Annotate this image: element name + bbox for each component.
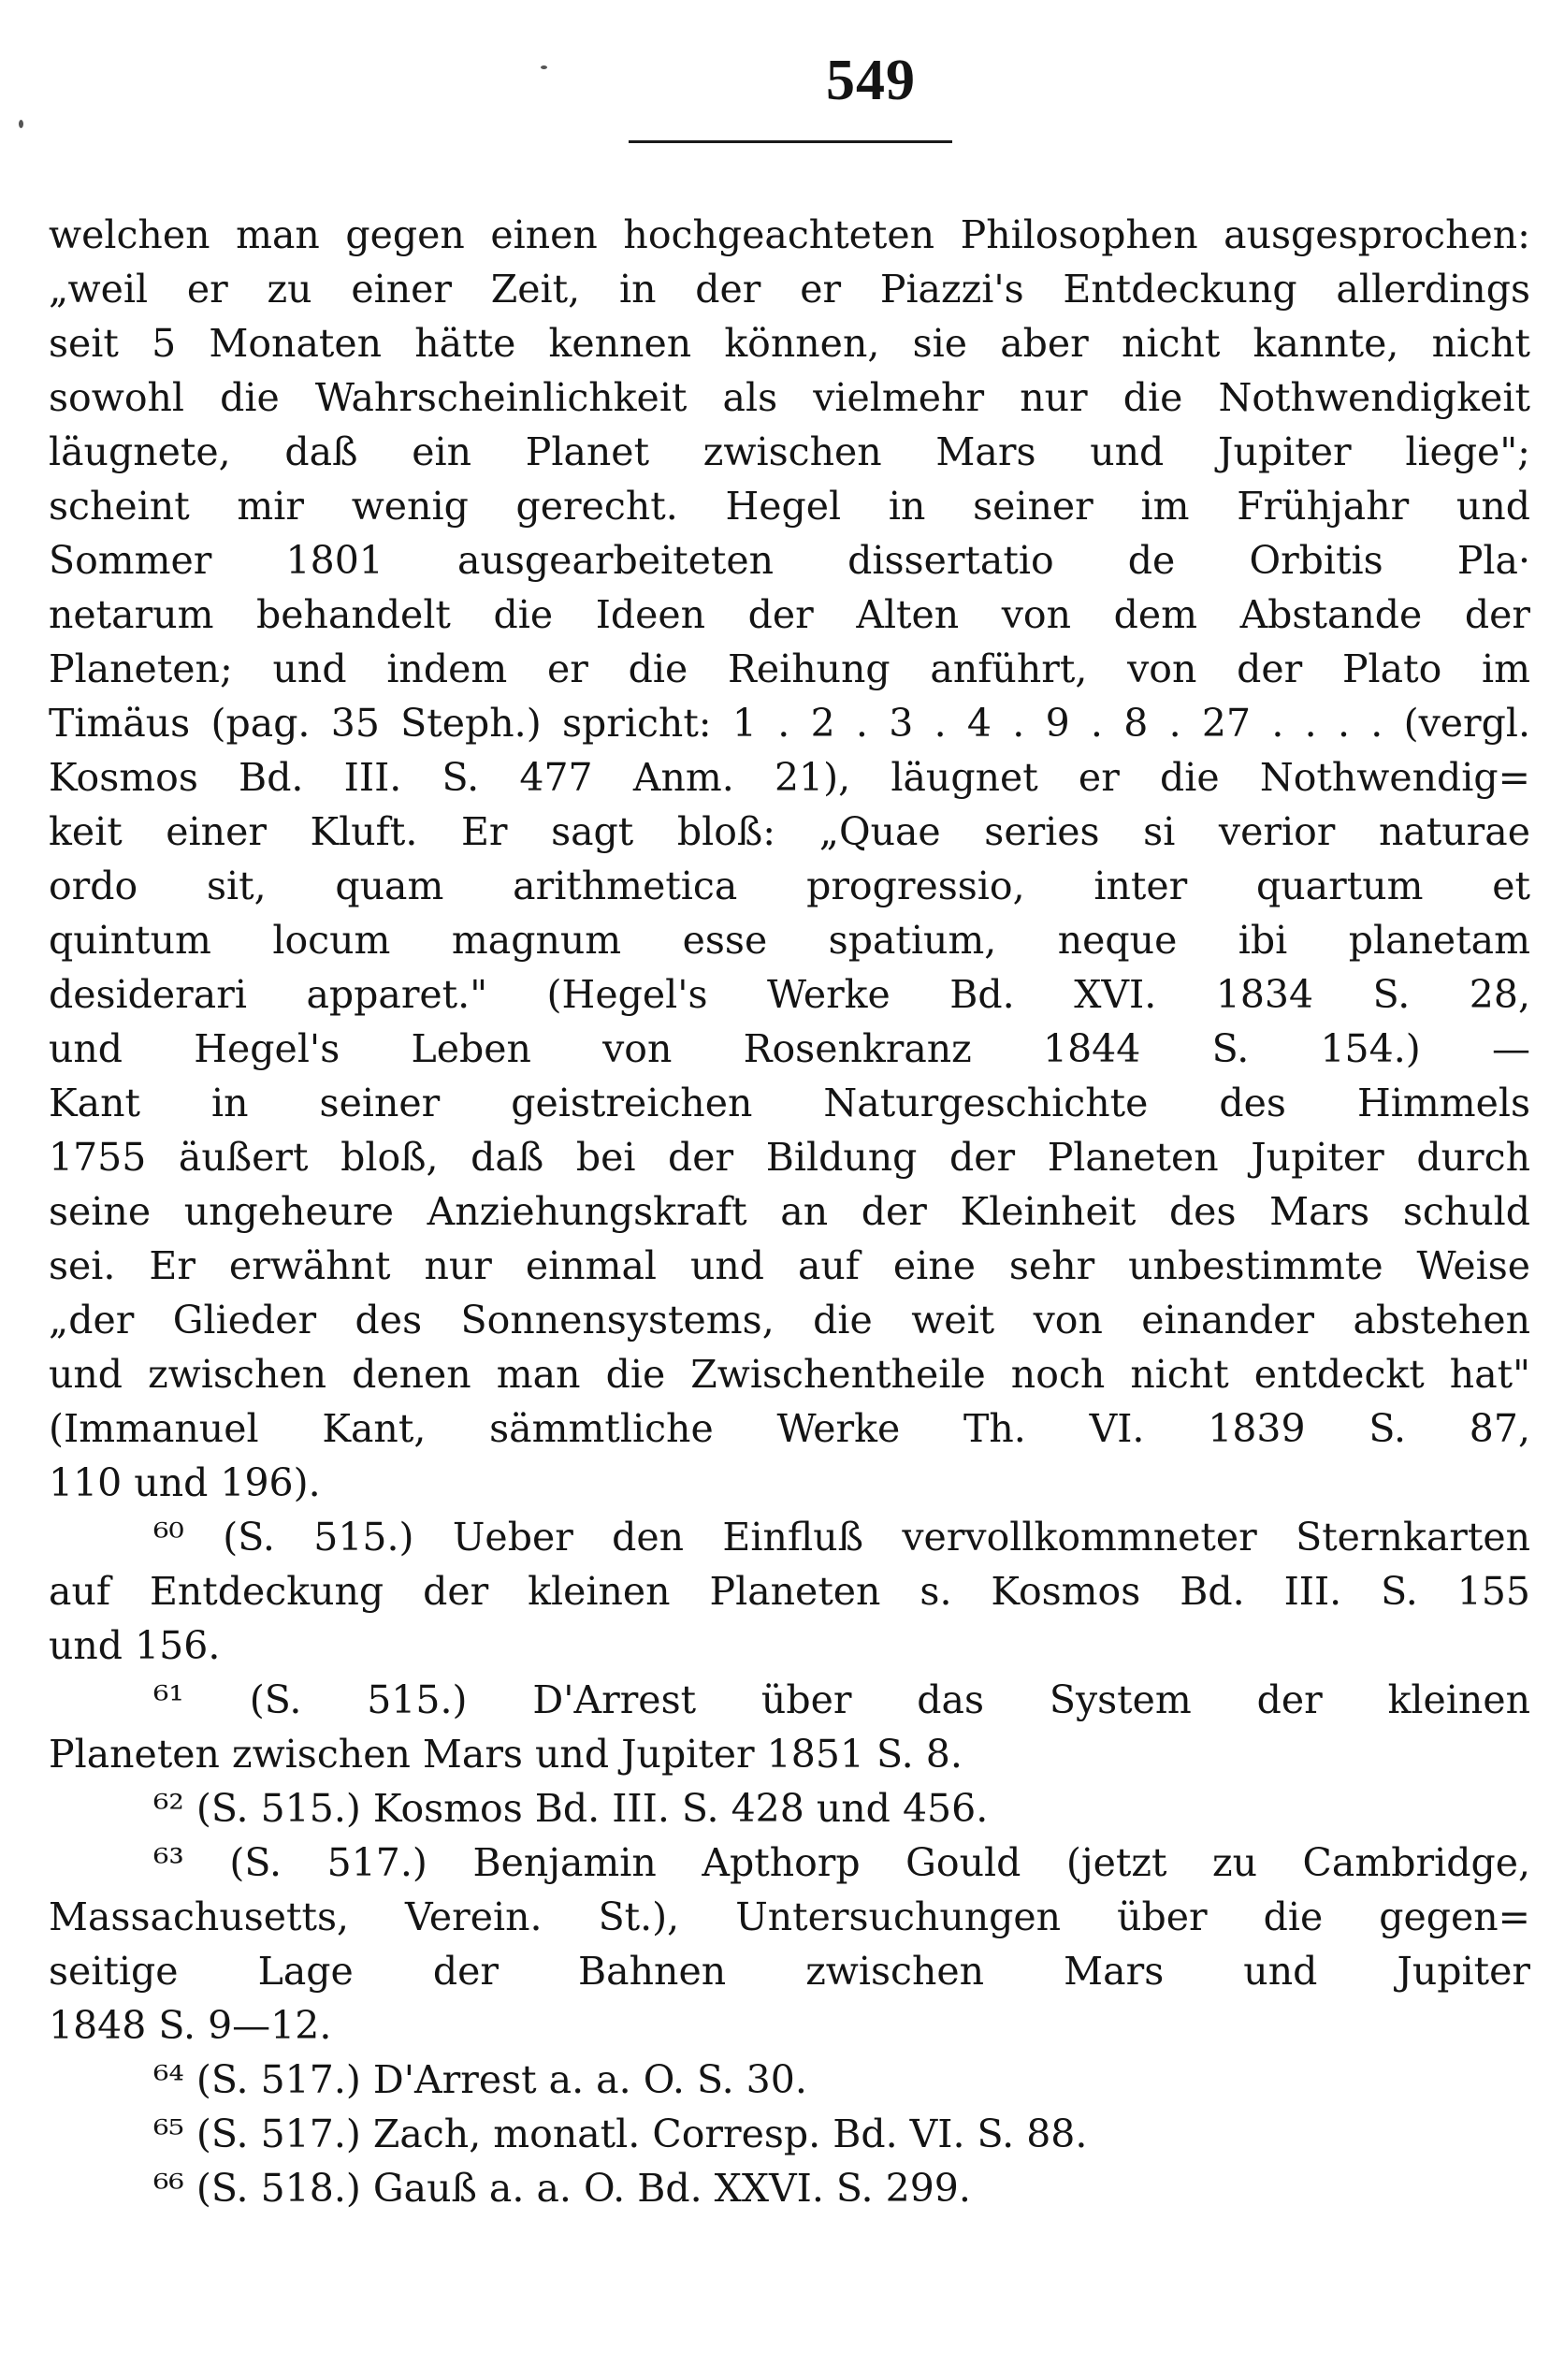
footnote-65-line: ⁶⁵ (S. 517.) Zach, monatl. Corresp. Bd. VI. S. 88. bbox=[153, 2112, 1088, 2156]
text-line: „weil er zu einer Zeit, in der er Piazzi's Entdeckung allerdings bbox=[49, 267, 1530, 312]
text-line: und Hegel's Leben von Rosenkranz 1844 S. 154.) — bbox=[49, 1026, 1530, 1071]
footnote-62-line: ⁶² (S. 515.) Kosmos Bd. III. S. 428 und 456. bbox=[153, 1786, 989, 1831]
text-line: und zwischen denen man die Zwischentheile noch nicht entdeckt hat" bbox=[49, 1352, 1530, 1397]
footnote-64-line: ⁶⁴ (S. 517.) D'Arrest a. a. O. S. 30. bbox=[153, 2057, 807, 2102]
text-line: Timäus (pag. 35 Steph.) spricht: 1 . 2 . 3 . 4 . 9 . 8 . 27 . . . . (vergl. bbox=[49, 701, 1530, 746]
text-line: „der Glieder des Sonnensystems, die weit von einander abstehen bbox=[49, 1298, 1530, 1342]
text-line: sowohl die Wahrscheinlichkeit als vielmehr nur die Nothwendigkeit bbox=[49, 375, 1530, 420]
header-rule bbox=[629, 140, 952, 143]
footnote-61-line: Planeten zwischen Mars und Jupiter 1851 S. 8. bbox=[49, 1732, 963, 1777]
text-line: keit einer Kluft. Er sagt bloß: „Quae series si verior naturae bbox=[49, 809, 1530, 854]
text-line: scheint mir wenig gerecht. Hegel in seiner im Frühjahr und bbox=[49, 484, 1530, 529]
main-text bbox=[49, 208, 1530, 2215]
page-number: 549 bbox=[826, 49, 916, 112]
footnote-63-line: Massachusetts, Verein. St.), Untersuchungen über die gegen= bbox=[49, 1894, 1530, 1939]
text-line: ordo sit, quam arithmetica progressio, inter quartum et bbox=[49, 863, 1530, 908]
footnote-66-line: ⁶⁶ (S. 518.) Gauß a. a. O. Bd. XXVI. S. 299. bbox=[153, 2166, 971, 2211]
text-line: seine ungeheure Anziehungskraft an der Kleinheit des Mars schuld bbox=[49, 1189, 1530, 1234]
footnote-60-line: ⁶⁰ (S. 515.) Ueber den Einfluß vervollkommneter Sternkarten bbox=[153, 1515, 1530, 1560]
text-line: sei. Er erwähnt nur einmal und auf eine sehr unbestimmte Weise bbox=[49, 1243, 1530, 1288]
text-line: (Immanuel Kant, sämmtliche Werke Th. VI. 1839 S. 87, bbox=[49, 1406, 1530, 1451]
scan-speck bbox=[19, 120, 23, 128]
scan-speck bbox=[541, 65, 547, 69]
text-line: welchen man gegen einen hochgeachteten Philosophen ausgesprochen: bbox=[49, 212, 1530, 257]
text-line: 1755 äußert bloß, daß bei der Bildung der Planeten Jupiter durch bbox=[49, 1135, 1530, 1180]
footnote-63-line: 1848 S. 9—12. bbox=[49, 2003, 332, 2048]
footnote-63-line: seitige Lage der Bahnen zwischen Mars und Jupiter bbox=[49, 1949, 1530, 1994]
text-line: läugnete, daß ein Planet zwischen Mars und Jupiter liege"; bbox=[49, 429, 1530, 474]
text-line: Kant in seiner geistreichen Naturgeschichte des Himmels bbox=[49, 1081, 1530, 1125]
footnote-63-line: ⁶³ (S. 517.) Benjamin Apthorp Gould (jetzt zu Cambridge, bbox=[153, 1840, 1530, 1885]
text-line: desiderari apparet." (Hegel's Werke Bd. XVI. 1834 S. 28, bbox=[49, 972, 1530, 1017]
text-line: Sommer 1801 ausgearbeiteten dissertatio de Orbitis Pla· bbox=[49, 538, 1530, 583]
text-line: seit 5 Monaten hätte kennen können, sie aber nicht kannte, nicht bbox=[49, 321, 1530, 366]
text-line: 110 und 196). bbox=[49, 1460, 321, 1505]
text-line: Kosmos Bd. III. S. 477 Anm. 21), läugnet er die Nothwendig= bbox=[49, 755, 1530, 800]
footnote-60-line: auf Entdeckung der kleinen Planeten s. Kosmos Bd. III. S. 155 bbox=[49, 1569, 1530, 1614]
text-line: Planeten; und indem er die Reihung anführt, von der Plato im bbox=[49, 646, 1530, 691]
footnote-60-line: und 156. bbox=[49, 1623, 221, 1668]
text-line: quintum locum magnum esse spatium, neque ibi planetam bbox=[49, 918, 1530, 963]
text-line: netarum behandelt die Ideen der Alten von dem Abstande der bbox=[49, 592, 1530, 637]
footnote-61-line: ⁶¹ (S. 515.) D'Arrest über das System der kleinen bbox=[153, 1677, 1530, 1722]
